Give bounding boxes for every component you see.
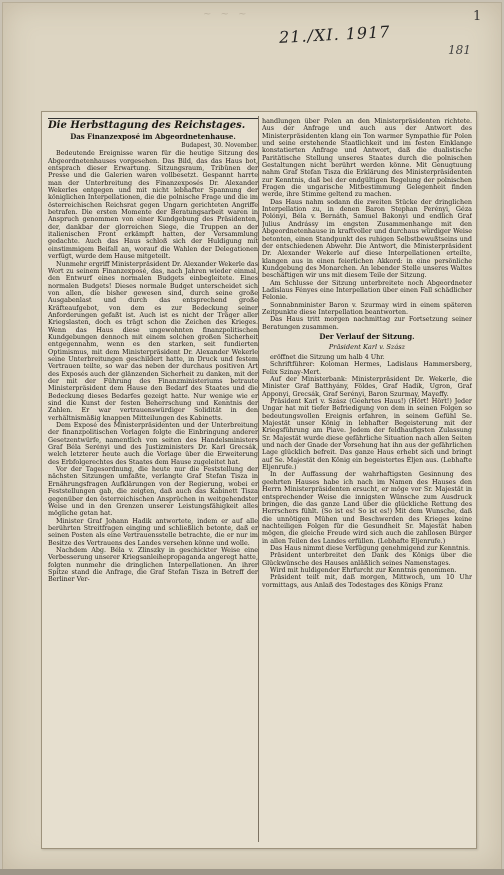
handwritten-date: 21./XI. 1917 bbox=[278, 22, 391, 47]
corner-mark: 1 bbox=[473, 9, 482, 24]
paragraph: handlungen über Polen an den Ministerpräsidenten richtete. Aus der Anfrage und auch aus der Antwort des Ministerpräsidenten klang ein Ton warmer Sympathie für Polen und seine erstehende Staatlichkeit und im festen Einklange konstatierten Anfrage und Antwort, daß die dualistische Paritätische Stellung unseres Staates durch die polnischen Gestaltungen nicht berührt werden könne. Mit Genugtuung nahm Graf Stefan Tisza die Erklärung des Ministerpräsidenten zur Kenntnis, daß bei der endgültigen Regelung der polnischen Fragen die ungarische Mitbestimmung Gelegenheit finden werde, ihre Stimme geltend zu machen. bbox=[262, 118, 472, 199]
column-rule bbox=[258, 116, 259, 842]
paragraph: Das Haus nahm sodann die zweiten Stücke der dringlichen Interpellation zu, in denen Baron Stephan Perényi, Géza Polónyi, Béla v. Bernáth, Samuel Bakonyi und endlich Graf Julius Andrássy im engsten Zusammenhange mit den Abgeordnetenhause in kraftvoller und durchaus würdiger Weise betonten, einen Standpunkt des ruhigen Selbstbewußtseins und der entschiedenen Abwehr. Die Antwort, die Ministerpräsident Dr. Alexander Wekerle auf diese Interpellationen erteilte, klangen aus in einen feierlichen Akkord: in eine persönliche Kundgebung des Monarchen. An lebender Stelle unseres Waltes beschäftigen wir uns mit diesem Teile der Sitzung. bbox=[262, 197, 472, 280]
proceedings-paragraph: Das Haus nimmt diese Verfügung genehmigend zur Kenntnis. bbox=[270, 543, 471, 552]
column-left bbox=[48, 118, 258, 840]
headline: Die Herbsttagung des Reichstages. bbox=[48, 118, 258, 132]
proceedings-paragraph: Präsident unterbreitet den Dank des Königs über die Glückwünsche des Hauses anläßlich seines Namenstages. bbox=[262, 551, 472, 567]
paragraph: Bedeutende Ereignisse waren für die heutige Sitzung des Abgeordnetenhauses vorgesehen. Das Bild, das das Haus bot, entsprach dieser Erwartung. Sitzungsraum, Tribünen der Presse und die Galerien waren vollbesetzt. Gespannt harrte man der Unterbreitung des Finanzexposés Dr. Alexander Wekerles entgegen und mit nicht lebhafter Spannung der königlichen Interpellationen, die die polnische Frage und die im österreichischen Reichsrat gegen Ungarn gerichteten Angriffe betrafen. Die ersten Momente der Beratungsarbeit waren in Anspruch genommen von einer Kundgebung des Präsidenten, der, dankbar der glorreichen Siege, die Truppen an der italienischen Front erkämpft hatten, der Versammlung gedachte. Auch das Haus schloß sich der Huldigung mit einstimmigem Beifall an, worauf die Wahlen der Delegationen verfügt, wurde dem Hause mitgeteilt. bbox=[48, 149, 258, 261]
proceedings-paragraph: Präsident Karl v. Szász (Geehrtes Haus!) (Hört! Hört!) Jeder Ungar hat mit tiefer Befriedigung von dem in seinen Folgen so bedeutungsvollen Ereignis erfahren, in seinem Gefühl Se. Majestät unser König in lebhafter Begeisterung mit der Kriegsführung am Piave. Jedem der feldhaufigsten Zulassung Sr. Majestät wurde diese gefährliche Situation nach allen Seiten und nach der Gnade der Vorsehung hat ihn aus der gefährlichen Lage glücklich befreit. Das ganze Haus erhebt sich und bringt auf Se. Majestät den König ein begeistertes Éljen aus. (Lebhafte Eljenrufe.) bbox=[262, 397, 472, 472]
paragraph: Das Haus tritt morgen nachmittag zur Fortsetzung seiner Beratungen zusammen. bbox=[262, 315, 472, 331]
proceedings-paragraph: Präsident teilt mit, daß morgen, Mittwoch, um 10 Uhr vormittags, aus Anlaß des Todestages des Königs Franz bbox=[262, 573, 472, 589]
paragraph: Sonnabnminister Baron v. Szurmay wird in einem späteren Zeitpunkte diese Interpellation beantworten. bbox=[262, 300, 472, 316]
paragraph: Nunmehr ergriff Ministerpräsident Dr. Alexander Wekerle das Wort zu seinem Finanzexposé, das, nach Jahren wieder einmal, den Entwurf eines normalen Budgets einbegleitete. Eines normalen Budgets! Dieses normale Budget unterscheidet sich von allen, die bisher gewesen sind, durch seine große Ausgabenlast und durch das entsprechend große Kräfteaufgebot, von dem es zur Bedeckung seiner Anforderungen gefaßt ist. Auch ist es nicht der Träger aller Kriegslasten, doch es trägt schon die Zeichen des Krieges. Wenn das Haus diese ungewohnten finanzpolitischen Kundgebungen dennoch mit einem solchen großen Sicherheit entgegennahm, wenn es den starken, seit fundierten Optimismus, mit dem Ministerpräsident Dr. Alexander Wekerle seine Unterbreitungen geschildert hatte, in Druck und festem Vertrauen teilte, so war das neben der durchaus positiven Art des Exposés auch der glänzenden Sicherheit zu danken, mit der der mit der Führung des Finanzministeriums betraute Ministerpräsident dem Hause den Bedarf des Staates und die Bedeckung dieses Bedarfes gezeigt hatte. Nur wenige wie er sind die Kunst der festen Beherrschung und Kenntnis der Zahlen. Er war vertrauenswürdiger Solidität in den verhältnismäßig knappen Mitteilungen des Kabinetts. bbox=[48, 259, 258, 422]
bleed-through-text: ~ ~ ~ bbox=[203, 9, 250, 20]
paragraph: Am Schlusse der Sitzung unterbreitete noch Abgeordneter Ladislaus Fényes eine Interpellation über einen Fall schädlicher Felonie. bbox=[262, 278, 472, 302]
archive-number: 181 bbox=[448, 43, 471, 57]
paragraph: Vor der Tagesordnung, die heute nur die Feststellung der nächsten Sitzungen umfaßte, verlangte Graf Stefan Tisza in Ernährungsfragen Aufklärungen von der Regierung, wobei er Feststellungen gab, die zeigten, daß auch das Kabinett Tisza gegenüber den österreichischen Ansprüchen in weitgehendster Weise und in den Grenzen unserer Leistungsfähigkeit alles mögliche getan hat. bbox=[48, 465, 258, 518]
subheading: Das Finanzexposé im Abgeordnetenhause. bbox=[70, 132, 236, 141]
proceedings-paragraph: Auf der Ministerbank: Ministerpräsident Dr. Wekerle, die Minister Graf Batthyány, Földes, Graf Hadik, Ugron, Graf Apponyi, Grecsák, Graf Serényi, Baron Szurmay, Mayeffy. bbox=[262, 375, 472, 398]
scan-edge bbox=[0, 869, 504, 875]
section-title: Der Verlauf der Sitzung. bbox=[319, 331, 415, 341]
newspaper-clipping bbox=[41, 111, 477, 849]
paragraph: Minister Graf Johann Hadik antwortete, indem er auf alle berührten Streitfragen einging und schließlich betonte, daß er seinen Posten als eine Vertrauensstelle betrachte, die er nur im Besitze des Vertrauens des Landes versehen könne und wolle. bbox=[48, 516, 258, 547]
paragraph: Dem Exposé des Ministerpräsidenten und der Unterbreitung der finanzpolitischen Vorlagen folgte die Einbringung anderer Gesetzentwürfe, namentlich von seiten des Handelsministers Graf Béla Serényi und des Justizministers Dr. Karl Grecsák, welch letzterer heute auch die Vorlage über die Erweiterung des Erbfolgerechtes des Staates dem Hause zugeleitet hat. bbox=[48, 421, 258, 466]
paragraph: Nachdem Abg. Béla v. Zlinszky in geschickter Weise eine Verbesserung unserer Kriegsanleihepropaganda angeregt hatte, folgten nunmehr die dringlichen Interpellationen. An ihrer Spitze stand die Anfrage, die Graf Stefan Tisza in Betreff der Berliner Ver- bbox=[48, 545, 258, 584]
presiding-officer: Präsident Karl v. Szász bbox=[328, 343, 406, 352]
proceedings-paragraph: Schriftführer: Koloman Hermes, Ladislaus Hammersberg, Felix Szinay-Mert. bbox=[262, 360, 472, 376]
dateline: Budapest, 30. November. bbox=[181, 142, 258, 149]
archive-card bbox=[2, 2, 502, 870]
proceedings-paragraph: eröffnet die Sitzung um halb 4 Uhr. bbox=[270, 352, 385, 361]
column-right bbox=[262, 118, 472, 840]
proceedings-paragraph: In der Auffassung der wahrhaftigsten Gesinnung des geehrten Hauses habe ich nach im Namen des Hauses den Herrn Ministerpräsidenten ersucht, er möge vor Sr. Majestät in entsprechender Weise die innigsten Wünsche zum Ausdruck bringen, die das ganze Land über die glückliche Rettung des Herrschers fühlt. (So ist es! So ist es!) Mit dem Wunsche, daß die unnötigen Mühen und Beschwerden des Krieges keine nachteiligen Folgen für die Gesundheit Sr. Majestät haben mögen, die gleiche Freude wird sich auch die zahllosen Bürger in allen Teilen des Landes erfüllen. (Lebhafte Eljenrufe.) bbox=[262, 470, 472, 545]
proceedings-paragraph: Wird mit huldigender Ehrfurcht zur Kenntnis genommen. bbox=[270, 565, 457, 574]
